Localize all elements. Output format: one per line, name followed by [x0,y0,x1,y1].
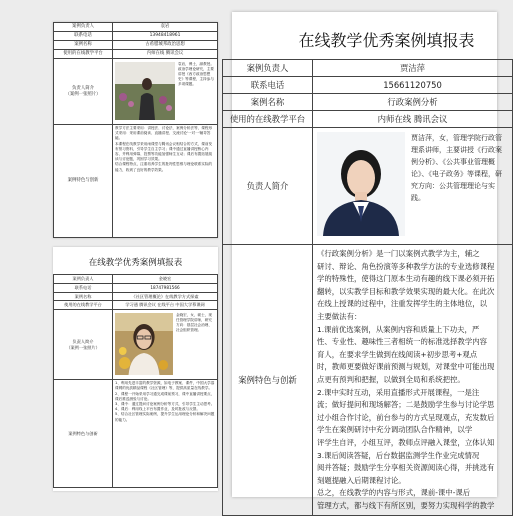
feature-label: 案例特色与创新 [54,125,113,238]
feature-text: 1、利用先进丰富的教学资源，如电子教案、课件，中国大学慕课网的优质精品课程《社区管理》等，提供高质量在线教学。 2、课程一开始采用学习通完成课前预习，课中直播讲授要点，课后推送测验与讨论。 3、课中：通过提问讨论案例分析等方式，引导学生主动思考。 4、课后：利用线上平台布置作业，及时批改与反馈。 5、结合社区管理实际案例，提升学生运用理论分析和解决问题的能力。 [113,380,218,488]
feature-line: 性、专业性、趣味性三者相统一的标准选择教学内容 [317,337,487,347]
feature-line: 2.课中实时互动，采用直播形式开展课程，一是注 [317,387,480,397]
form-title: 在线教学优秀案例填报表 [298,31,475,50]
feature-line: 刻题提融入后期课程讨论。 [317,475,406,485]
feature-line: 育人，在要求学生做到在线阅读+初步思考+观点 [317,349,478,359]
feature-label: 案例特色与创新 [54,380,113,488]
case-form-2 [53,247,218,491]
intro-label: 负责人简介 [223,128,313,245]
feature-line: 学的特殊性，使得这门原本生动有趣的线下课必须开拓 [317,274,495,284]
feature-line: 管理方式，都与线下有所区别，要努力实现科学的教学 [317,500,495,510]
case-form-3 [229,12,502,510]
feature-line: 3.课后阅读答疑，后台数据监测学生作业完成情况 [317,450,480,460]
intro-text: 贾洁萍，女，管理学院行政管理系讲师，主要讲授《行政案例分析》、《公共事业管理概论》、《电子政务》等课程，研究方向：公共管理理论与实践。 [411,134,502,202]
intro-text: 金晓宏，女，硕士，现任管理学院讲师，研究方向：基层社会治理、社会组织管理。 [176,312,212,333]
row-label: 使用的在线教学平台 [54,301,113,310]
feature-line: 在线上授课的过程中，注重发挥学生的主体地位，以 [317,299,487,309]
feature-line: 时，教师更要做好课前预测与规划，对课堂中可能出现 [317,362,495,372]
case-form-3-table [222,59,513,516]
row-label: 案例负责人 [223,60,313,77]
feature-line: 研讨、辩论、角色扮演等多种教学方法的专业选修课程 [317,261,495,271]
row-value: 13948418961 [113,32,218,41]
row-label: 联系电话 [223,77,313,94]
feature-line: 阅并答疑；鼓励学生分享相关资源阅读心得，并挑选有 [317,463,495,473]
feature-line: 点更有预判和把握，以做到全局和系统把控。 [317,374,465,384]
feature-text: 教学方法主要采用：讲授法、讨论法、案例分析法等，课程形式采用：采用课前阅读、直播讲授、交流讨论'一对一'辅导答疑。 本课程在线教学采用雨课堂与腾讯会议相结合的方式，课前发布预习资料，引导学生自主学习；课中通过直播讲授核心内容，并利用弹幕、投票等功能加强师生互动；课后布置拓展阅读与讨论题，巩固学习效果。 结合课程特点，注重培养学生的批判性思维与理论联系实际的能力，收到了良好的教学效果。 [113,125,218,238]
row-value: 内师在线 腾讯会议 [113,50,218,59]
row-label: 案例负责人 [54,275,113,284]
row-value: 《社区管理概论》在线教学方式探索 [113,292,218,301]
feature-line: 翻转，以实教学目标和教学效果实现的最大化。在此次 [317,286,495,296]
form-title: 在线教学优秀案例填报表 [88,258,183,268]
case-form-1-table [53,22,218,238]
intro-text: 袁岩，博士，副教授。政治学理论研究，主要讲授《西方政治思想史》等课程，主持参与多项课题。 [178,61,214,87]
intro-label: 负责人简介 （案例一张照片） [54,310,113,380]
feature-text [313,245,513,516]
feature-line: 《行政案例分析》是一门以案例式教学为主，辅之 [317,249,480,258]
feature-line: 学生在案例研讨中充分调动团队合作精神，以学 [317,425,473,435]
profile-photo [317,132,405,236]
row-value: 15661120750 [313,77,513,94]
row-label: 案例负责人 [54,23,113,32]
feature-line: 1.课前优选案例，从案例内容和质量上下功夫，严 [317,324,480,334]
intro-label: 负责人简介 （案例一张照片） [54,59,113,125]
case-form-2-table [53,274,218,488]
row-label: 联系电话 [54,283,113,292]
row-value: 18747981566 [113,283,218,292]
row-value: 金晓宏 [113,275,218,284]
feature-line: 主要做法有： [317,311,362,321]
feature-line: 评学生自评，小组互评，教师点评融入课堂，立体认知 [317,437,495,447]
feature-label: 案例特色与创新 [223,245,313,516]
row-value: 贾洁萍 [313,60,513,77]
row-value: 内师在线 腾讯会议 [313,111,513,128]
row-value: 袁岩 [113,23,218,32]
row-label: 案例名称 [54,292,113,301]
feature-line: 总之，在线教学的内容与形式，课前-课中-课后 [317,488,471,498]
case-form-1 [53,22,218,238]
feature-line: 过小组合作讨论，前台参与的方式呈现观点，充发数后 [317,412,495,422]
row-label: 联系电话 [54,32,113,41]
feature-line: 流；做好提问和现场解答；二是鼓励学生参与讨论学思 [317,400,495,410]
row-label: 案例名称 [54,41,113,50]
profile-photo [115,62,175,120]
row-label: 使用的在线教学平台 [54,50,113,59]
row-label: 案例名称 [223,94,313,111]
row-label: 使用的在线教学平台 [223,111,313,128]
profile-photo [115,313,173,375]
row-value: 古希腊城邦政治思想 [113,41,218,50]
row-value: 学习通 腾讯会议 在线平台 中国大学慕课网 [113,301,218,310]
row-value: 行政案例分析 [313,94,513,111]
